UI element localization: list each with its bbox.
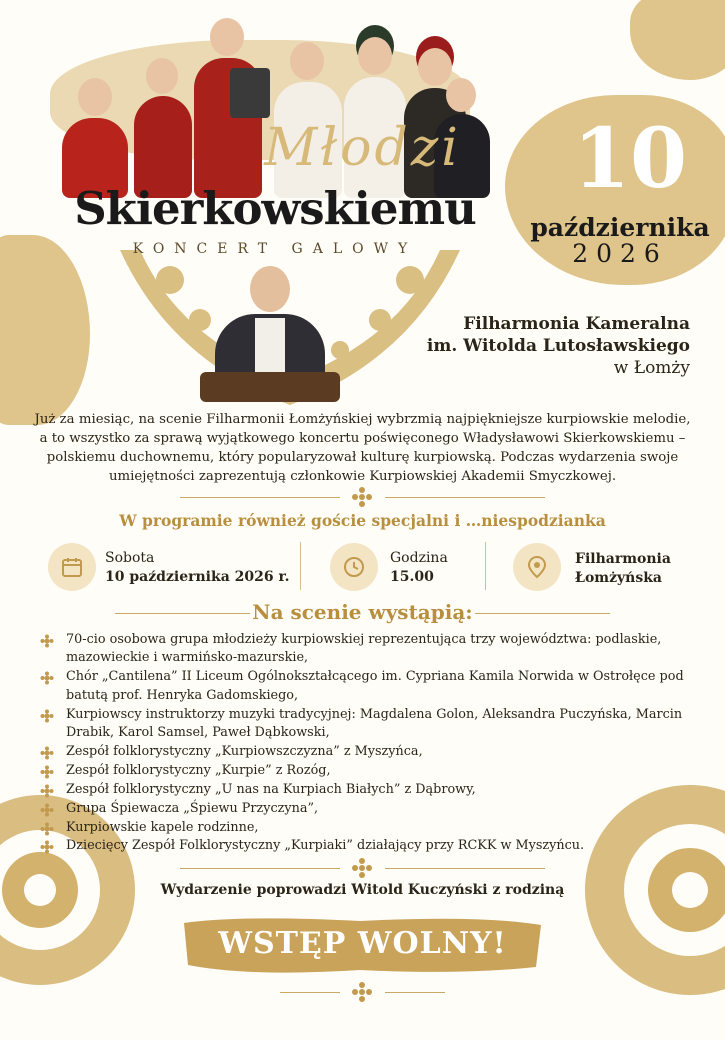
script-title: Młodzi [264,118,461,178]
venue-line2: im. Witolda Lutosławskiego [426,336,690,356]
date-year: 2026 [572,239,668,268]
list-item [40,800,690,818]
intro-paragraph: Już za miesiąc, na scenie Filharmonii Łomżyńskiej wybrzmią najpiękniejsze kurpiowskie melodie, a to wszystko za sprawą wyjątkowego koncertu poświęconego Władysławowi Skierkowskiemu – polskiemu duchownemu, który popularyzował kulturę kurpiowską. Podczas wydarzenia swoje umiejętności zaprezentują członkowie Kurpiowskiej Akademii Smyczkowej. [34,412,691,484]
gold-blob-top-right [630,0,725,80]
flower-bullet-icon [40,822,54,836]
list-item-text: Chór „Cantilena” II Liceum Ogólnokształcącego im. Cypriana Kamila Norwida w Ostrołęce pod batutą prof. Henryka Gadomskiego, [66,669,684,703]
flower-bullet-icon [40,784,54,798]
info-time-label: Godzina [390,550,448,566]
divider-line-left-2 [180,868,340,869]
list-item-text: 70-cio osobowa grupa młodzieży kurpiowskiej reprezentująca trzy województwa: podlaskie, mazowieckie i warmińsko-mazurskie, [66,632,662,666]
flower-ornament-icon [351,486,373,508]
gold-blob-left [0,235,90,425]
list-item-text: Zespół folklorystyczny „U nas na Kurpiach Białych” z Dąbrowy, [66,781,476,797]
flower-ornament-icon [351,857,373,879]
list-item [40,668,690,705]
list-item-text: Kurpiowskie kapele rodzinne, [66,819,259,835]
list-item [40,743,690,761]
flower-bullet-icon [40,803,54,817]
date-month: października [530,213,710,242]
bottom-line-right [385,992,445,993]
portrait-photo [205,262,335,402]
list-item [40,819,690,837]
venue-block [420,313,690,379]
info-date [105,549,289,587]
venue-line1: Filharmonia Kameralna [463,314,690,334]
location-icon-circle [513,543,561,591]
info-separator-1 [300,542,301,590]
info-place-line2: Łomżyńska [575,570,663,586]
clock-icon-circle [330,543,378,591]
event-title: Skierkowskiemu [74,182,476,235]
flower-ornament-icon [351,981,373,1003]
info-place-line1: Filharmonia [575,551,671,567]
flower-bullet-icon [40,765,54,779]
divider-line-right-2 [385,868,545,869]
info-time-value: 15.00 [390,569,434,585]
flower-bullet-icon [40,840,54,854]
calendar-icon [60,555,84,579]
info-date-value: 10 października 2026 r. [105,569,290,585]
list-item [40,781,690,799]
list-item-text: Kurpiowscy instruktorzy muzyki tradycyjnej: Magdalena Golon, Aleksandra Puczyńska, Marcin Drabik, Karol Samsel, Paweł Dąbkowski, [66,706,683,741]
list-item-text: Dziecięcy Zespół Folklorystyczny „Kurpiaki” działający przy RCKK w Myszyńcu. [66,838,585,854]
program-note: W programie również goście specjalni i …niespodzianka [119,511,606,530]
info-date-label: Sobota [105,550,155,566]
list-item [40,631,690,668]
venue-line3: w Łomży [613,358,690,378]
info-place [575,550,671,588]
location-pin-icon [525,555,549,579]
calendar-icon-circle [48,543,96,591]
event-subtitle: KONCERT GALOWY [132,241,418,257]
heading-line-right [475,613,610,614]
performers-list [40,631,690,856]
list-item-text: Zespół folklorystyczny „Kurpiowszczyzna” z Myszyńca, [66,743,423,759]
list-item [40,837,690,855]
info-separator-2 [485,542,486,590]
clock-icon [342,555,366,579]
flower-bullet-icon [40,671,54,685]
bottom-line-left [280,992,340,993]
date-day: 10 [572,111,688,207]
flower-bullet-icon [40,746,54,760]
list-item-text: Zespół folklorystyczny „Kurpie” z Rozóg, [66,762,331,778]
info-time [390,549,448,587]
admission-text: WSTĘP WOLNY! [218,926,507,961]
host-note: Wydarzenie poprowadzi Witold Kuczyński z rodziną [160,882,565,898]
list-item [40,706,690,743]
flower-bullet-icon [40,709,54,723]
divider-line-right [385,497,545,498]
list-item [40,762,690,780]
divider-line-left [180,497,340,498]
list-item-text: Grupa Śpiewacza „Śpiewu Przyczyna”, [66,800,319,816]
performers-heading: Na scenie wystąpią: [252,600,473,624]
flower-bullet-icon [40,634,54,648]
